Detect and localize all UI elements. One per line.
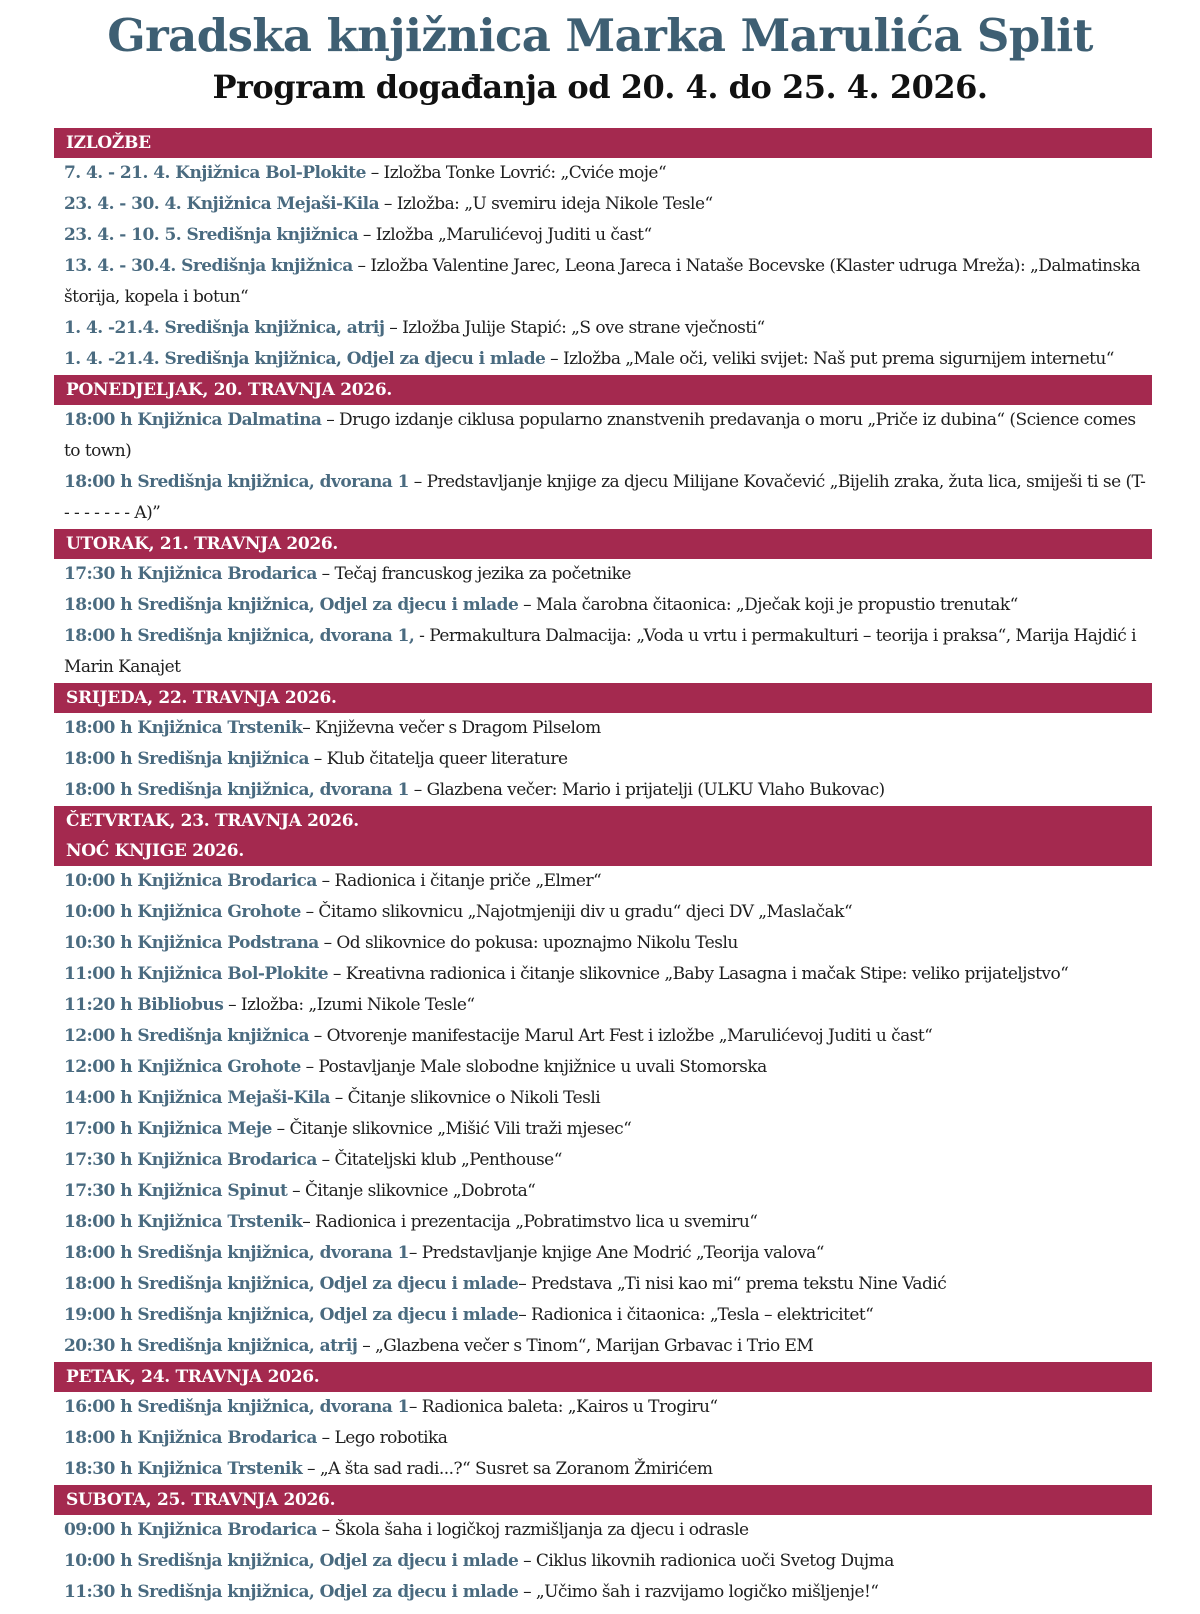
event-item [54, 1145, 1152, 1176]
page-subtitle: Program događanja od 20. 4. do 25. 4. 2026. [212, 68, 988, 106]
section-heading: PETAK, 24. TRAVNJA 2026. [54, 1362, 1152, 1392]
event-description: – Izložba Julije Stapić: „S ove strane vječnosti“ [384, 318, 765, 338]
event-item [54, 344, 1152, 375]
event-item [54, 1238, 1152, 1269]
event-description: – Književna večer s Dragom Pilselom [302, 718, 601, 738]
event-item [54, 1515, 1152, 1546]
schedule-section [54, 1485, 1152, 1608]
event-item [54, 1423, 1152, 1454]
event-item [54, 1052, 1152, 1083]
event-time-venue: 11:30 h Središnja knjižnica, Odjel za djecu i mlade [64, 1582, 519, 1602]
schedule-section [54, 683, 1152, 806]
event-item [54, 621, 1152, 683]
event-time-venue: 12:00 h Središnja knjižnica [64, 1026, 309, 1046]
section-heading: PONEDJELJAK, 20. TRAVNJA 2026. [54, 375, 1152, 405]
event-description: – Radionica i prezentacija „Pobratimstvo lica u svemiru“ [302, 1212, 758, 1232]
event-time-venue: 17:30 h Knjižnica Spinut [64, 1181, 288, 1201]
event-time-venue: 10:00 h Knjižnica Grohote [64, 902, 301, 922]
event-item [54, 313, 1152, 344]
event-time-venue: 18:00 h Središnja knjižnica, Odjel za djecu i mlade [64, 595, 519, 615]
event-time-venue: 23. 4. - 30. 4. Knjižnica Mejaši-Kila [64, 194, 380, 214]
schedule-section [54, 1362, 1152, 1485]
event-description: – Predstavljanje knjige za djecu Milijane Kovačević „Bijelih zraka, žuta lica, smiješi ti se (T- - - - - - - - A)” [64, 472, 1146, 523]
event-time-venue: 18:00 h Knjižnica Trstenik [64, 718, 303, 738]
event-time-venue: 18:00 h Središnja knjižnica, dvorana 1, [64, 626, 415, 646]
event-time-venue: 17:30 h Knjižnica Brodarica [64, 564, 317, 584]
event-description: – Drugo izdanje ciklusa popularno znanstvenih predavanja o moru „Priče iz dubina“ (Science comes to town) [64, 410, 1136, 461]
event-item [54, 897, 1152, 928]
schedule-section [54, 128, 1152, 375]
event-description: – Radionica i čitaonica: „Tesla – elektricitet“ [518, 1305, 874, 1325]
event-item [54, 928, 1152, 959]
event-item [54, 405, 1152, 467]
event-description: – Ciklus likovnih radionica uoči Svetog Dujma [518, 1551, 894, 1571]
event-description: – Lego robotika [316, 1428, 448, 1448]
page-title: Gradska knjižnica Marka Marulića Split [107, 9, 1093, 62]
event-time-venue: 16:00 h Središnja knjižnica, dvorana 1 [64, 1397, 409, 1417]
event-item [54, 1300, 1152, 1331]
event-item [54, 1021, 1152, 1052]
event-time-venue: 11:00 h Knjižnica Bol-Plokite [64, 964, 329, 984]
event-description: – Mala čarobna čitaonica: „Dječak koji je propustio trenutak“ [518, 595, 1018, 615]
event-description: – Izložba Tonke Lovrić: „Cviće moje“ [365, 163, 667, 183]
event-description: – Postavljanje Male slobodne knjižnice u uvali Stomorska [300, 1057, 767, 1077]
schedule-section [54, 806, 1152, 1362]
event-description: – Glazbena večer: Mario i prijatelji (ULKU Vlaho Bukovac) [408, 780, 885, 800]
event-item [54, 1083, 1152, 1114]
event-description: – „Učimo šah i razvijamo logičko mišljenje!“ [518, 1582, 879, 1602]
event-description: – Čitanje slikovnice o Nikoli Tesli [329, 1088, 601, 1108]
event-description: – Čitateljski klub „Penthouse“ [316, 1150, 562, 1170]
event-time-venue: 10:30 h Knjižnica Podstrana [64, 933, 319, 953]
event-item [54, 1454, 1152, 1485]
event-description: – Izložba: „Izumi Nikole Tesle“ [223, 995, 475, 1015]
schedule-section [54, 375, 1152, 529]
event-time-venue: 10:00 h Knjižnica Brodarica [64, 871, 317, 891]
event-description: – Čitamo slikovnicu „Najotmjeniji div u gradu“ djeci DV „Maslačak“ [300, 902, 853, 922]
event-description: – Klub čitatelja queer literature [308, 749, 568, 769]
event-item [54, 713, 1152, 744]
event-time-venue: 17:30 h Knjižnica Brodarica [64, 1150, 317, 1170]
schedule [54, 128, 1152, 1608]
event-time-venue: 14:00 h Knjižnica Mejaši-Kila [64, 1088, 330, 1108]
event-description: – Izložba „Marulićevoj Juditi u čast“ [358, 225, 652, 245]
event-description: – „A šta sad radi...?“ Susret sa Zoranom Žmirićem [302, 1459, 713, 1479]
event-description: – Otvorenje manifestacije Marul Art Fest i izložbe „Marulićevoj Juditi u čast“ [308, 1026, 933, 1046]
event-time-venue: 13. 4. - 30.4. Središnja knjižnica [64, 256, 353, 276]
event-time-venue: 18:00 h Središnja knjižnica, dvorana 1 [64, 780, 409, 800]
event-time-venue: 17:00 h Knjižnica Meje [64, 1119, 272, 1139]
event-time-venue: 1. 4. -21.4. Središnja knjižnica, Odjel za djecu i mlade [64, 349, 546, 369]
event-time-venue: 18:30 h Knjižnica Trstenik [64, 1459, 303, 1479]
event-item [54, 189, 1152, 220]
event-item [54, 559, 1152, 590]
event-time-venue: 19:00 h Središnja knjižnica, Odjel za djecu i mlade [64, 1305, 519, 1325]
event-time-venue: 10:00 h Središnja knjižnica, Odjel za djecu i mlade [64, 1551, 519, 1571]
event-item [54, 1392, 1152, 1423]
section-heading: UTORAK, 21. TRAVNJA 2026. [54, 529, 1152, 559]
event-time-venue: 1. 4. -21.4. Središnja knjižnica, atrij [64, 318, 385, 338]
event-item [54, 775, 1152, 806]
event-time-venue: 18:00 h Središnja knjižnica, Odjel za djecu i mlade [64, 1274, 519, 1294]
event-description: – Čitanje slikovnice „Dobrota“ [287, 1181, 536, 1201]
event-time-venue: 7. 4. - 21. 4. Knjižnica Bol-Plokite [64, 163, 366, 183]
event-description: – Kreativna radionica i čitanje slikovnice „Baby Lasagna i mačak Stipe: veliko prijateljstvo“ [328, 964, 1069, 984]
event-time-venue: 18:00 h Knjižnica Trstenik [64, 1212, 303, 1232]
event-item [54, 590, 1152, 621]
event-item [54, 866, 1152, 897]
event-time-venue: 18:00 h Knjižnica Dalmatina [64, 410, 322, 430]
event-item [54, 1176, 1152, 1207]
event-description: – „Glazbena večer s Tinom“, Marijan Grbavac i Trio EM [357, 1336, 814, 1356]
event-item [54, 990, 1152, 1021]
event-description: – Tečaj francuskog jezika za početnike [316, 564, 631, 584]
event-item [54, 1269, 1152, 1300]
event-item [54, 158, 1152, 189]
event-item [54, 1577, 1152, 1608]
event-description: – Predstava „Ti nisi kao mi“ prema tekstu Nine Vadić [518, 1274, 947, 1294]
event-item [54, 220, 1152, 251]
section-heading: ČETVRTAK, 23. TRAVNJA 2026. [54, 806, 1152, 836]
event-time-venue: 18:00 h Središnja knjižnica, dvorana 1 [64, 472, 409, 492]
event-time-venue: 20:30 h Središnja knjižnica, atrij [64, 1336, 358, 1356]
event-item [54, 1331, 1152, 1362]
section-heading: SRIJEDA, 22. TRAVNJA 2026. [54, 683, 1152, 713]
event-description: – Izložba „Male oči, veliki svijet: Naš put prema sigurnijem internetu“ [545, 349, 1114, 369]
event-time-venue: 23. 4. - 10. 5. Središnja knjižnica [64, 225, 359, 245]
event-item [54, 1114, 1152, 1145]
event-time-venue: 11:20 h Bibliobus [64, 995, 224, 1015]
event-description: – Predstavljanje knjige Ane Modrić „Teorija valova“ [408, 1243, 824, 1263]
event-time-venue: 18:00 h Središnja knjižnica [64, 749, 309, 769]
event-time-venue: 09:00 h Knjižnica Brodarica [64, 1520, 317, 1540]
event-time-venue: 12:00 h Knjižnica Grohote [64, 1057, 301, 1077]
event-item [54, 467, 1152, 529]
event-item [54, 1207, 1152, 1238]
event-item [54, 251, 1152, 313]
section-heading: NOĆ KNJIGE 2026. [54, 836, 1152, 866]
event-description: – Radionica i čitanje priče „Elmer“ [316, 871, 602, 891]
section-heading: SUBOTA, 25. TRAVNJA 2026. [54, 1485, 1152, 1515]
event-item [54, 959, 1152, 990]
event-description: - Permakultura Dalmacija: „Voda u vrtu i permakulturi – teorija i praksa“, Marija Hajdić i Marin Kanajet [64, 626, 1136, 677]
event-item [54, 1546, 1152, 1577]
event-time-venue: 18:00 h Knjižnica Brodarica [64, 1428, 317, 1448]
schedule-section [54, 529, 1152, 683]
event-time-venue: 18:00 h Središnja knjižnica, dvorana 1 [64, 1243, 409, 1263]
event-description: – Izložba Valentine Jarec, Leona Jareca i Nataše Bocevske (Klaster udruga Mreža): „Dalmatinska štorija, kopela i botun“ [64, 256, 1141, 307]
event-description: – Od slikovnice do pokusa: upoznajmo Nikolu Teslu [318, 933, 738, 953]
section-heading: IZLOŽBE [54, 128, 1152, 158]
event-description: – Izložba: „U svemiru ideja Nikole Tesle“ [379, 194, 713, 214]
event-description: – Čitanje slikovnice „Mišić Vili traži mjesec“ [271, 1119, 632, 1139]
event-description: – Radionica baleta: „Kairos u Trogiru“ [408, 1397, 718, 1417]
event-description: – Škola šaha i logičkoj razmišljanja za djecu i odrasle [316, 1520, 749, 1540]
event-item [54, 744, 1152, 775]
